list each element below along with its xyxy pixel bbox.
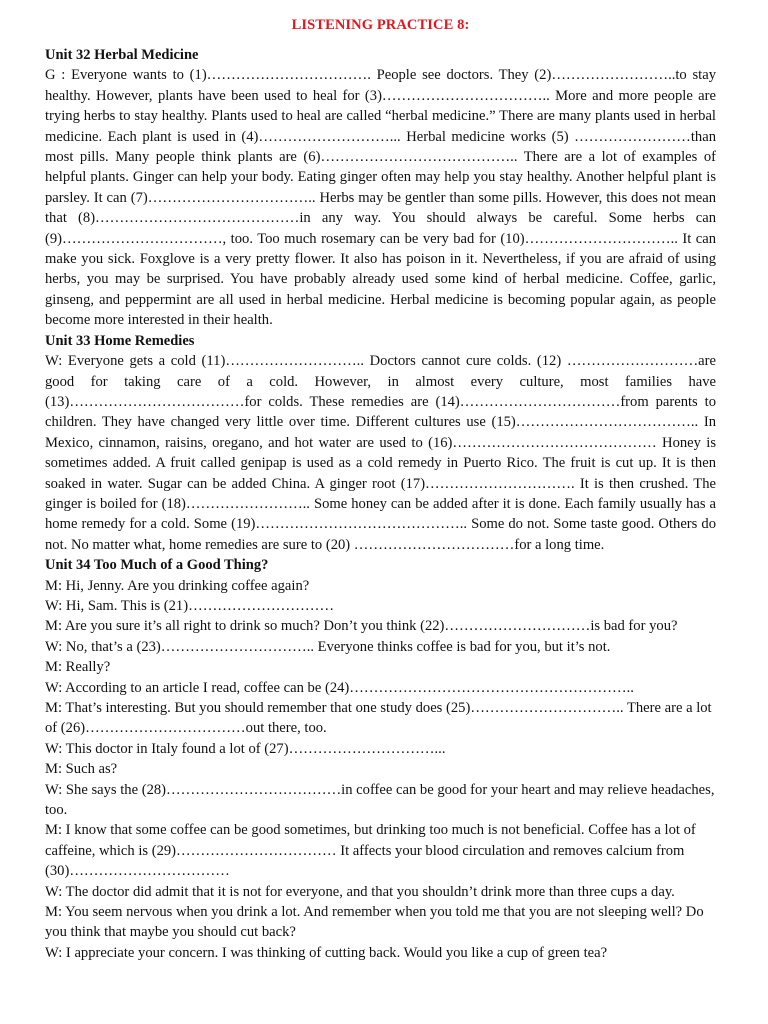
dialogue-line: W: I appreciate your concern. I was thinking of cutting back. Would you like a cup of green tea? xyxy=(45,944,608,961)
dialogue-line: W: No, that’s a (23)………………………….. Everyone thinks coffee is bad for you, but it’s not. xyxy=(45,638,611,655)
unit-32-section xyxy=(45,45,716,331)
unit-34-section xyxy=(45,555,716,963)
dialogue-line: M: I know that some coffee can be good sometimes, but drinking too much is not beneficial. Coffee has a lot of caffeine, which is (29)…………………………… It affects your blood circulation and removes calcium from (30)…………………………… xyxy=(45,822,696,880)
dialogue-line: M: That’s interesting. But you should remember that one study does (25)………………………….. There are a lot of (26)……………………………out there, too. xyxy=(45,700,712,737)
unit-33-section xyxy=(45,331,716,555)
unit-34-dialogue xyxy=(45,576,716,964)
dialogue-line: M: Such as? xyxy=(45,761,118,778)
dialogue-line: W: This doctor in Italy found a lot of (27)…………………………... xyxy=(45,740,446,757)
dialogue-line: M: Are you sure it’s all right to drink so much? Don’t you think (22)…………………………is bad for you? xyxy=(45,618,678,635)
dialogue-line: W: Hi, Sam. This is (21)………………………… xyxy=(45,597,335,614)
unit-33-heading: Unit 33 Home Remedies xyxy=(45,332,195,349)
unit-33-paragraph: W: Everyone gets a cold (11)……………………….. Doctors cannot cure colds. (12) ………………………are good for taking care of a cold. However, in almost every culture, most families have (13)………………………………for colds. These remedies are (14)……………………………from parents to children. They have changed very little over time. Different cultures use (15)……………………………….. In Mexico, cinnamon, raisins, oregano, and hot water are used to (16)…………………………………… Honey is sometimes added. A fruit called genipap is used as a cold remedy in Puerto Rico. The fruit is cut up. It is then soaked in water. Sugar can be added China. A ginger root (17)…………………………. It is then crushed. The ginger is boiled for (18)…………………….. Some honey can be added after it is done. Each family usually has a home remedy for a cold. Some (19)…………………………………….. Some do not. Some taste good. Others do not. No matter what, home remedies are sure to (20) ……………………………for a long time. xyxy=(45,353,716,553)
dialogue-line: W: According to an article I read, coffee can be (24)………………………………………………….. xyxy=(45,679,634,696)
dialogue-line: M: Hi, Jenny. Are you drinking coffee again? xyxy=(45,577,310,594)
document-title: LISTENING PRACTICE 8: xyxy=(291,17,470,33)
dialogue-line: M: Really? xyxy=(45,659,111,676)
unit-32-heading: Unit 32 Herbal Medicine xyxy=(45,47,199,63)
unit-32-paragraph: G : Everyone wants to (1)……………………………. People see doctors. They (2)……………………..to stay healthy. However, plants have been used to heal for (3)…………………………….. More and more people are trying herbs to stay healthy. Plants used to heal are called “herbal medicine.” There are many plants used in herbal medicine. Each plant is used in (4)………………………... Herbal medicine works (5) ……………………than most pills. Many people think plants are (6)………………………………….. There are a lot of examples of helpful plants. Ginger can help your body. Eating ginger often may help you stay healthy. Another helpful plant is parsley. It can (7)…………………………….. Herbs may be gentler than some pills. However, this does not mean that (8)……………………………………in any way. You should always be careful. Some herbs can (9)……………………………, too. Too much rosemary can be very bad for (10)………………………….. It can make you sick. Foxglove is a very pretty flower. It also has poison in it. Nevertheless, if you are afraid of using herbs, you may be surprised. You have probably already used some kind of herbal medicine. Coffee, garlic, ginseng, and peppermint are all used in herbal medicine. Herbal medicine is becoming popular again, as people become more interested in their health. xyxy=(45,67,716,329)
dialogue-line: W: She says the (28)………………………………in coffee can be good for your heart and may relieve headaches, too. xyxy=(45,781,715,819)
dialogue-line: M: You seem nervous when you drink a lot. And remember when you told me that you are not sleeping well? Do you think that maybe you should cut back? xyxy=(45,904,704,941)
dialogue-line: W: The doctor did admit that it is not for everyone, and that you shouldn’t drink more than three cups a day. xyxy=(45,883,675,900)
unit-34-heading: Unit 34 Too Much of a Good Thing? xyxy=(45,557,269,574)
